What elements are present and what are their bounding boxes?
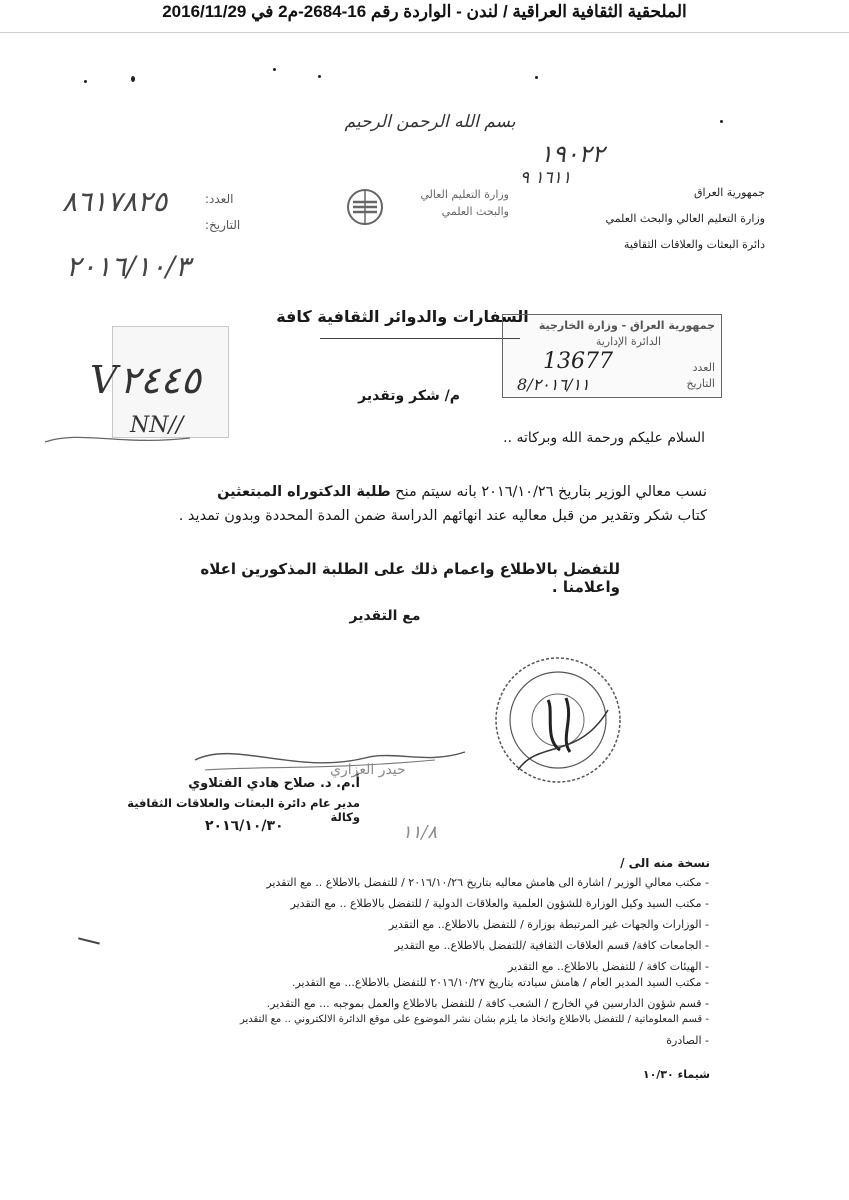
handwritten-number-mid: ١٦١١ ٩ xyxy=(520,168,572,188)
copy-recipient: - الجامعات كافة/ قسم العلاقات الثقافية /للتفضل بالاطلاع.. مع التقدير xyxy=(394,939,709,952)
request-line: للتفضل بالاطلاع واعمام ذلك على الطلبة المذكورين اعلاه واعلامنا . xyxy=(200,560,620,596)
letterhead-country: جمهورية العراق xyxy=(693,186,765,199)
subject-line: م/ شكر وتقدير xyxy=(358,388,460,404)
official-seal-icon xyxy=(488,650,628,790)
closing-line: مع التقدير xyxy=(349,608,421,624)
logo-text-line1: وزارة التعليم العالي xyxy=(420,188,509,201)
copy-recipient: - مكتب معالي الوزير / اشارة الى هامش معاليه بتاريخ ٢٠١٦/١٠/٢٦ / للتفضل بالاطلاع .. مع التقدير xyxy=(266,876,709,889)
margin-dash xyxy=(78,937,100,944)
signatory-title: مدير عام دائرة البعثات والعلاقات الثقافية وكالة xyxy=(127,796,360,824)
received-stamp-date: ٢٠١٦/١١/8 xyxy=(517,375,590,394)
letterhead-ministry: وزارة التعليم العالي والبحث العلمي xyxy=(605,212,765,225)
left-stamp-number: V٢٤٤٥ xyxy=(90,358,202,402)
received-stamp-number: 13677 xyxy=(543,349,613,374)
ref-number-label: العدد: xyxy=(205,192,234,206)
copy-recipient: - مكتب السيد المدير العام / هامش سيادته بتاريخ ٢٠١٦/١٠/٢٧ للتفضل بالاطلاع... مع التقدير. xyxy=(291,976,709,989)
scan-speck xyxy=(84,80,87,83)
scan-speck xyxy=(720,120,723,123)
ref-date-value: ٢٠١٦/١٠/٣ xyxy=(66,250,191,283)
copy-recipient: - قسم المعلوماتية / للتفضل بالاطلاع واتخاذ ما يلزم بشان نشر الموضوع على موقع الدائرة الالكتروني .. مع التقدير xyxy=(239,1014,709,1025)
ministry-emblem-icon xyxy=(345,184,385,230)
body-line-1-text: نسب معالي الوزير بتاريخ ٢٠١٦/١٠/٢٦ بانه سيتم منح xyxy=(390,484,707,500)
letterhead xyxy=(540,180,765,258)
copy-recipient: - الوزارات والجهات غير المرتبطة بوزارة / للتفضل بالاطلاع.. مع التقدير xyxy=(388,918,709,931)
recipient-line: السفارات والدوائر الثقافية كافة xyxy=(276,307,529,326)
ref-number-value: ٨٦١٧٨٢٥ xyxy=(62,185,168,218)
body-line-1 xyxy=(95,480,707,504)
ref-date-label: التاريخ: xyxy=(205,218,241,232)
copy-recipient: - مكتب السيد وكيل الوزارة للشؤون العلمية والعلاقات الدولية / للتفضل بالاطلاع .. مع التقدير xyxy=(290,897,709,910)
body-line-1-emphasis: طلبة الدكتوراه المبتعثين xyxy=(217,484,391,500)
received-stamp-line1: جمهورية العراق - وزارة الخارجية xyxy=(538,319,715,332)
copy-recipient: - قسم شؤون الدارسين في الخارج / الشعب كافة / للتفضل بالاطلاع والعمل بموجبه ... مع التقدير. xyxy=(266,997,709,1010)
recipient-underline xyxy=(320,338,520,339)
handwritten-number-top: ١٩٠٢٢ xyxy=(540,140,605,168)
received-stamp xyxy=(502,314,722,398)
signature-faint-name: حيدر العزاري xyxy=(330,762,406,778)
letterhead-department: دائرة البعثات والعلاقات الثقافية xyxy=(623,238,765,251)
scan-speck xyxy=(131,76,135,82)
body-line-2: كتاب شكر وتقدير من قبل معاليه عند انهائهم الدراسة ضمن المدة المحددة وبدون تمديد . xyxy=(178,508,707,524)
signature-date: ٢٠١٦/١٠/٣٠ xyxy=(205,818,284,834)
typist-initials: شيماء ١٠/٣٠ xyxy=(642,1068,710,1081)
left-stamp-initials: NN// xyxy=(130,413,184,438)
basmala: بسم الله الرحمن الرحيم xyxy=(344,112,516,132)
header-divider xyxy=(0,32,849,33)
received-stamp-date-label: التاريخ xyxy=(686,377,715,390)
greeting-line: السلام عليكم ورحمة الله وبركاته .. xyxy=(503,430,705,446)
body-paragraph xyxy=(95,480,707,528)
left-scribble-mark xyxy=(40,420,200,450)
copies-heading: نسخة منه الى / xyxy=(620,856,710,870)
handwritten-margin-number: ١١/٨ xyxy=(402,822,438,843)
logo-text-line2: والبحث العلمي xyxy=(441,205,509,218)
ministry-logo xyxy=(345,180,515,235)
received-stamp-number-label: العدد xyxy=(692,361,715,374)
received-stamp-line2: الدائرة الإدارية xyxy=(595,335,661,348)
scan-speck xyxy=(318,75,321,78)
scan-speck xyxy=(273,68,276,71)
copy-recipient: - الهيئات كافة / للتفضل بالاطلاع.. مع التقدير xyxy=(508,960,709,973)
fax-header-line: الملحقية الثقافية العراقية / لندن - الواردة رقم 16-2684-م2 في 2016/11/29 xyxy=(162,2,687,21)
copy-recipient: - الصادرة xyxy=(666,1034,709,1047)
signatory-name: أ.م. د. صلاح هادي الفتلاوي xyxy=(188,776,360,791)
scan-speck xyxy=(535,76,538,79)
